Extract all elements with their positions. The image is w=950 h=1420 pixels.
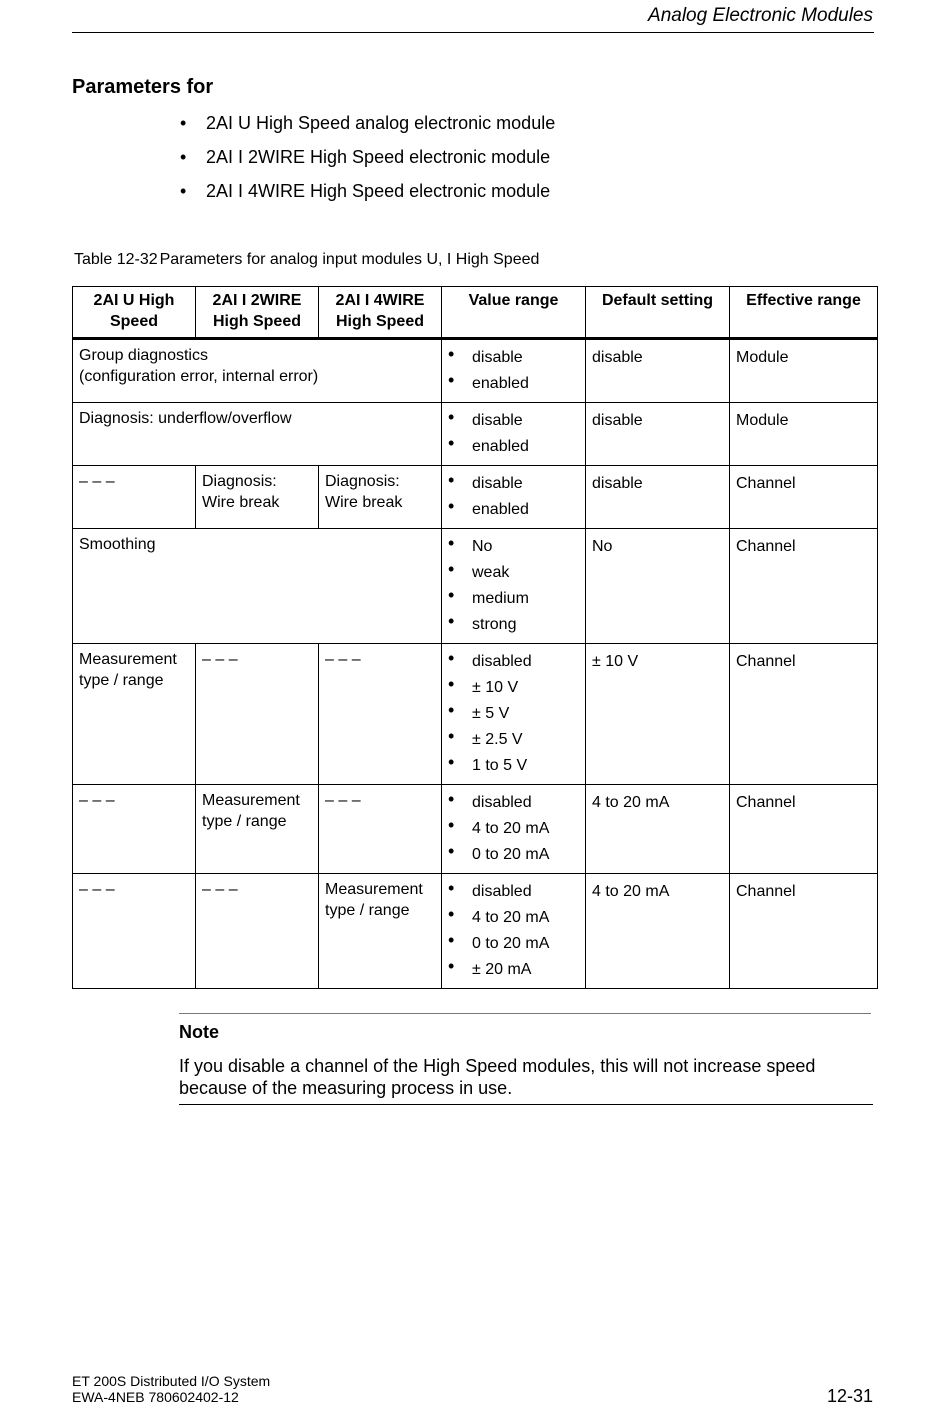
table-body <box>73 339 878 989</box>
parameter-cell: – – – <box>196 874 319 989</box>
note-divider-top <box>179 1013 871 1014</box>
table-row <box>73 644 878 785</box>
value-range-cell <box>442 466 586 529</box>
list-item: • 2AI I 4WIRE High Speed electronic module <box>180 181 551 201</box>
page-number: 12-31 <box>826 1386 873 1406</box>
list-item: • disable <box>448 471 579 497</box>
effective-range-cell: Channel <box>730 529 878 644</box>
effective-range-cell: Module <box>730 403 878 466</box>
effective-range-cell: Module <box>730 339 878 403</box>
default-setting-cell: 4 to 20 mA <box>586 785 730 874</box>
parameter-cell: – – – <box>73 785 196 874</box>
list-item: • 2AI I 2WIRE High Speed electronic module <box>180 147 551 167</box>
default-setting-cell: disable <box>586 339 730 403</box>
bullet-icon: • <box>448 726 455 746</box>
list-item: • disabled <box>448 790 579 816</box>
footer-order-number: EWA-4NEB 780602402-12 <box>72 1389 239 1405</box>
list-item: • weak <box>448 560 579 586</box>
bullet-icon: • <box>448 496 455 516</box>
effective-range-cell: Channel <box>730 466 878 529</box>
bullet-icon: • <box>448 752 455 772</box>
value-range-cell <box>442 874 586 989</box>
table-row <box>73 466 878 529</box>
value-list <box>448 790 579 868</box>
value-range-cell <box>442 644 586 785</box>
parameters-table <box>72 286 878 989</box>
parameter-cell: Smoothing <box>73 529 442 644</box>
bullet-icon: • <box>448 878 455 898</box>
table-row <box>73 785 878 874</box>
list-item: • 1 to 5 V <box>448 753 579 779</box>
value-list <box>448 879 579 983</box>
header-divider <box>72 32 874 33</box>
table-row <box>73 874 878 989</box>
list-item: • No <box>448 534 579 560</box>
bullet-icon: • <box>448 956 455 976</box>
bullet-icon: • <box>180 113 187 133</box>
running-header: Analog Electronic Modules <box>648 5 873 26</box>
list-item: • ± 5 V <box>448 701 579 727</box>
column-header: 2AI I 4WIRE High Speed <box>319 287 442 339</box>
value-list <box>448 471 579 523</box>
parameter-cell: – – – <box>73 466 196 529</box>
value-range-cell <box>442 339 586 403</box>
bullet-icon: • <box>448 674 455 694</box>
list-item: • enabled <box>448 497 579 523</box>
bullet-icon: • <box>448 433 455 453</box>
bullet-icon: • <box>180 147 187 167</box>
list-item: • disable <box>448 345 579 371</box>
list-item: • ± 2.5 V <box>448 727 579 753</box>
bullet-icon: • <box>448 700 455 720</box>
list-item: • 4 to 20 mA <box>448 816 579 842</box>
column-header: 2AI I 2WIRE High Speed <box>196 287 319 339</box>
value-range-cell <box>442 529 586 644</box>
bullet-icon: • <box>448 648 455 668</box>
value-range-cell <box>442 785 586 874</box>
column-header: Effective range <box>730 287 878 339</box>
list-item: • 4 to 20 mA <box>448 905 579 931</box>
effective-range-cell: Channel <box>730 785 878 874</box>
section-heading: Parameters for <box>72 76 214 98</box>
column-header: 2AI U High Speed <box>73 287 196 339</box>
value-range-cell <box>442 403 586 466</box>
list-item: • medium <box>448 586 579 612</box>
parameter-cell: – – – <box>196 644 319 785</box>
effective-range-cell: Channel <box>730 874 878 989</box>
default-setting-cell: 4 to 20 mA <box>586 874 730 989</box>
parameter-cell: – – – <box>319 644 442 785</box>
bullet-icon: • <box>448 344 455 364</box>
default-setting-cell: disable <box>586 403 730 466</box>
default-setting-cell: No <box>586 529 730 644</box>
default-setting-cell: disable <box>586 466 730 529</box>
list-item: • 2AI U High Speed analog electronic module <box>180 113 556 133</box>
column-header: Value range <box>442 287 586 339</box>
list-item: • 0 to 20 mA <box>448 931 579 957</box>
table-row <box>73 529 878 644</box>
parameter-cell: Measurement type / range <box>319 874 442 989</box>
table-caption: Table 12-32 Parameters for analog input modules U, I High Speed <box>74 251 540 268</box>
value-list <box>448 649 579 779</box>
default-setting-cell: ± 10 V <box>586 644 730 785</box>
table-row <box>73 339 878 403</box>
list-item: • enabled <box>448 371 579 397</box>
list-item: • disable <box>448 408 579 434</box>
list-item: • disabled <box>448 879 579 905</box>
table-header-row <box>73 287 878 339</box>
bullet-icon: • <box>448 407 455 427</box>
bullet-icon: • <box>448 611 455 631</box>
bullet-icon: • <box>180 181 187 201</box>
footer-title: ET 200S Distributed I/O System <box>72 1373 271 1389</box>
note-divider-bottom <box>179 1104 873 1105</box>
effective-range-cell: Channel <box>730 644 878 785</box>
list-item: • enabled <box>448 434 579 460</box>
list-item: • ± 20 mA <box>448 957 579 983</box>
bullet-icon: • <box>448 904 455 924</box>
parameter-cell: Measurement type / range <box>196 785 319 874</box>
bullet-icon: • <box>448 841 455 861</box>
note-text: If you disable a channel of the High Speed modules, this will not increase speed because of the measuring process in use. <box>179 1056 816 1098</box>
list-item: • ± 10 V <box>448 675 579 701</box>
parameter-cell: – – – <box>73 874 196 989</box>
parameter-cell: Measurement type / range <box>73 644 196 785</box>
value-list <box>448 534 579 638</box>
bullet-icon: • <box>448 533 455 553</box>
parameter-cell: – – – <box>319 785 442 874</box>
module-list <box>180 111 555 213</box>
parameter-cell: Diagnosis: Wire break <box>319 466 442 529</box>
parameter-cell: Group diagnostics (configuration error, internal error) <box>73 339 442 403</box>
list-item: • strong <box>448 612 579 638</box>
table-row <box>73 403 878 466</box>
column-header: Default setting <box>586 287 730 339</box>
parameter-cell: Diagnosis: underflow/overflow <box>73 403 442 466</box>
bullet-icon: • <box>448 370 455 390</box>
note-heading: Note <box>179 1022 219 1042</box>
list-item: • disabled <box>448 649 579 675</box>
bullet-icon: • <box>448 559 455 579</box>
bullet-icon: • <box>448 585 455 605</box>
value-list <box>448 408 579 460</box>
bullet-icon: • <box>448 815 455 835</box>
footer-document-info <box>72 1373 270 1405</box>
value-list <box>448 345 579 397</box>
bullet-icon: • <box>448 789 455 809</box>
bullet-icon: • <box>448 930 455 950</box>
list-item: • 0 to 20 mA <box>448 842 579 868</box>
parameter-cell: Diagnosis: Wire break <box>196 466 319 529</box>
bullet-icon: • <box>448 470 455 490</box>
